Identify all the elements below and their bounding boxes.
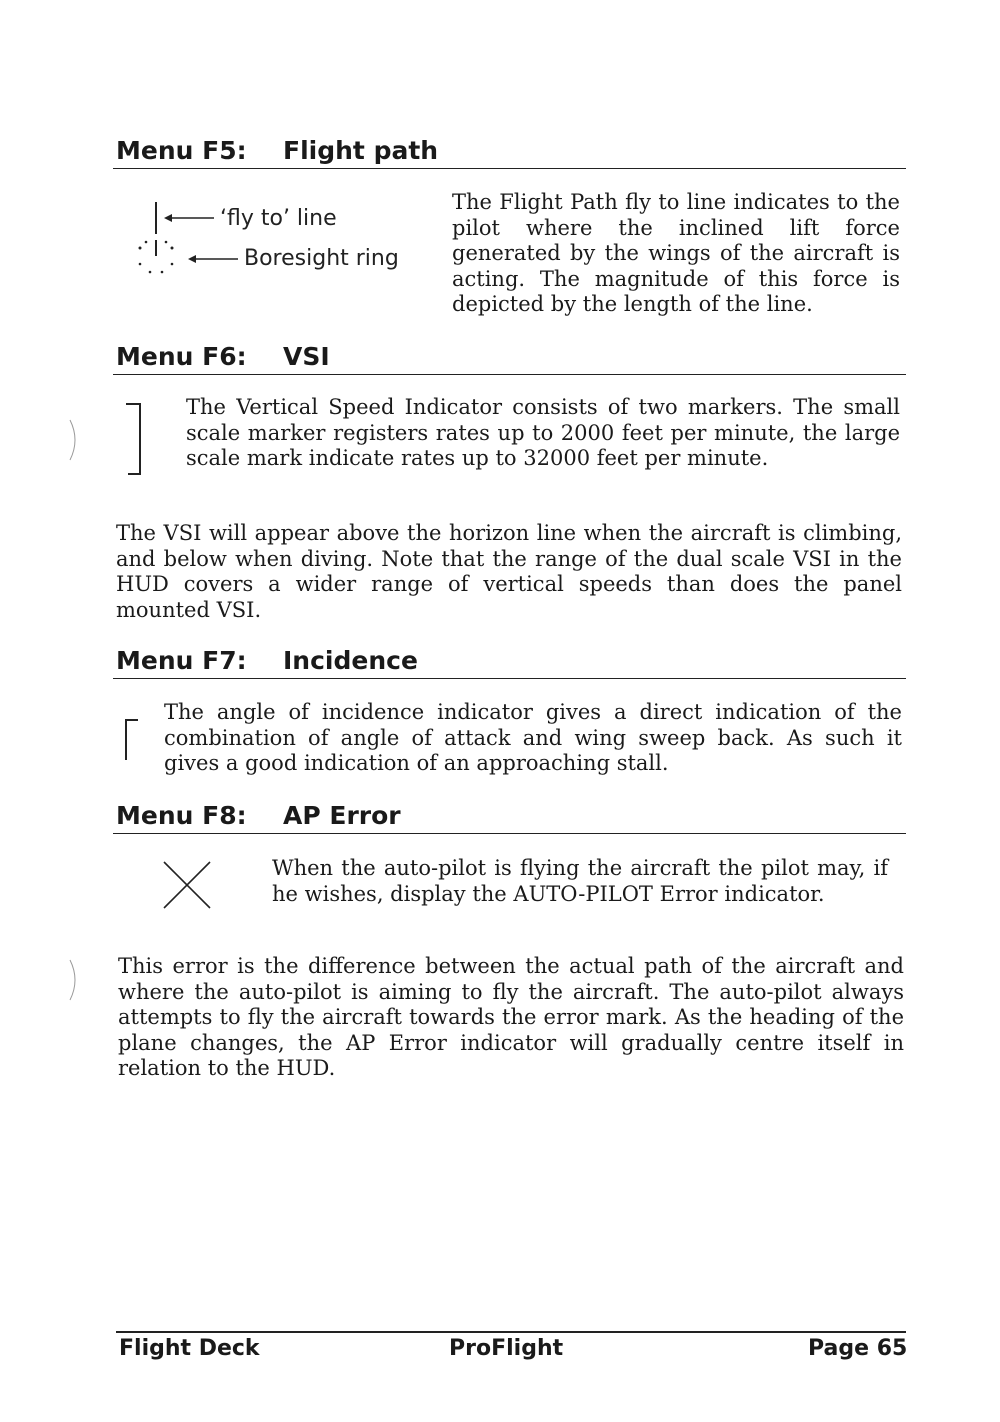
footer-left: Flight Deck	[119, 1336, 260, 1361]
section-title: Incidence	[283, 646, 418, 675]
menu-label: Menu F5:	[116, 136, 247, 165]
menu-label: Menu F7:	[116, 646, 247, 675]
footer-center: ProFlight	[449, 1336, 564, 1361]
incidence-description: The angle of incidence indicator gives a direct indication of the combination of angle of attack and wing sweep back. As such it gives a good indication of an approaching stall.	[164, 700, 902, 775]
ap-error-cross-icon	[160, 858, 214, 912]
vsi-note: The VSI will appear above the horizon line when the aircraft is climbing, and below when diving. Note that the range of the dual scale VSI in the HUD covers a wider range of vertical speeds than does the panel mounted VSI.	[116, 521, 902, 622]
section-title: AP Error	[283, 801, 401, 830]
binding-mark-icon	[66, 418, 82, 462]
ap-error-note: This error is the difference between the actual path of the aircraft and where the auto-pilot is aiming to fly the aircraft. The auto-pilot always attempts to fly the aircraft towards the error mark. As the heading of the plane changes, the AP Error indicator will gradually centre itself in relation to the HUD.	[118, 954, 904, 1080]
menu-label: Menu F6:	[116, 342, 247, 371]
page-number: Page 65	[808, 1336, 908, 1361]
binding-mark-icon	[66, 958, 82, 1002]
menu-label: Menu F8:	[116, 801, 247, 830]
section-heading-f5	[113, 136, 906, 169]
flight-path-description: The Flight Path fly to line indicates to the pilot where the inclined lift force generated by the wings of the aircraft is acting. The magnitude of this force is depicted by the length of the line.	[452, 190, 900, 316]
section-heading-f8	[113, 801, 906, 834]
section-heading-f6	[113, 342, 906, 375]
incidence-marker-icon	[120, 714, 150, 764]
section-title: VSI	[283, 342, 330, 371]
section-title: Flight path	[283, 136, 439, 165]
vsi-description: The Vertical Speed Indicator consists of two markers. The small scale marker registers rates up to 2000 feet per minute, the large scale mark indicate rates up to 32000 feet per minute.	[186, 395, 900, 470]
footer-rule	[116, 1331, 906, 1333]
boresight-label: Boresight ring	[244, 246, 399, 271]
section-heading-f7	[113, 646, 906, 679]
ap-error-description: When the auto-pilot is flying the aircraft the pilot may, if he wishes, display the AUTO-PILOT Error indicator.	[272, 856, 888, 906]
fly-to-label: ‘fly to’ line	[220, 206, 337, 231]
vsi-marker-icon	[122, 400, 152, 480]
boresight-ring-icon	[139, 240, 174, 273]
